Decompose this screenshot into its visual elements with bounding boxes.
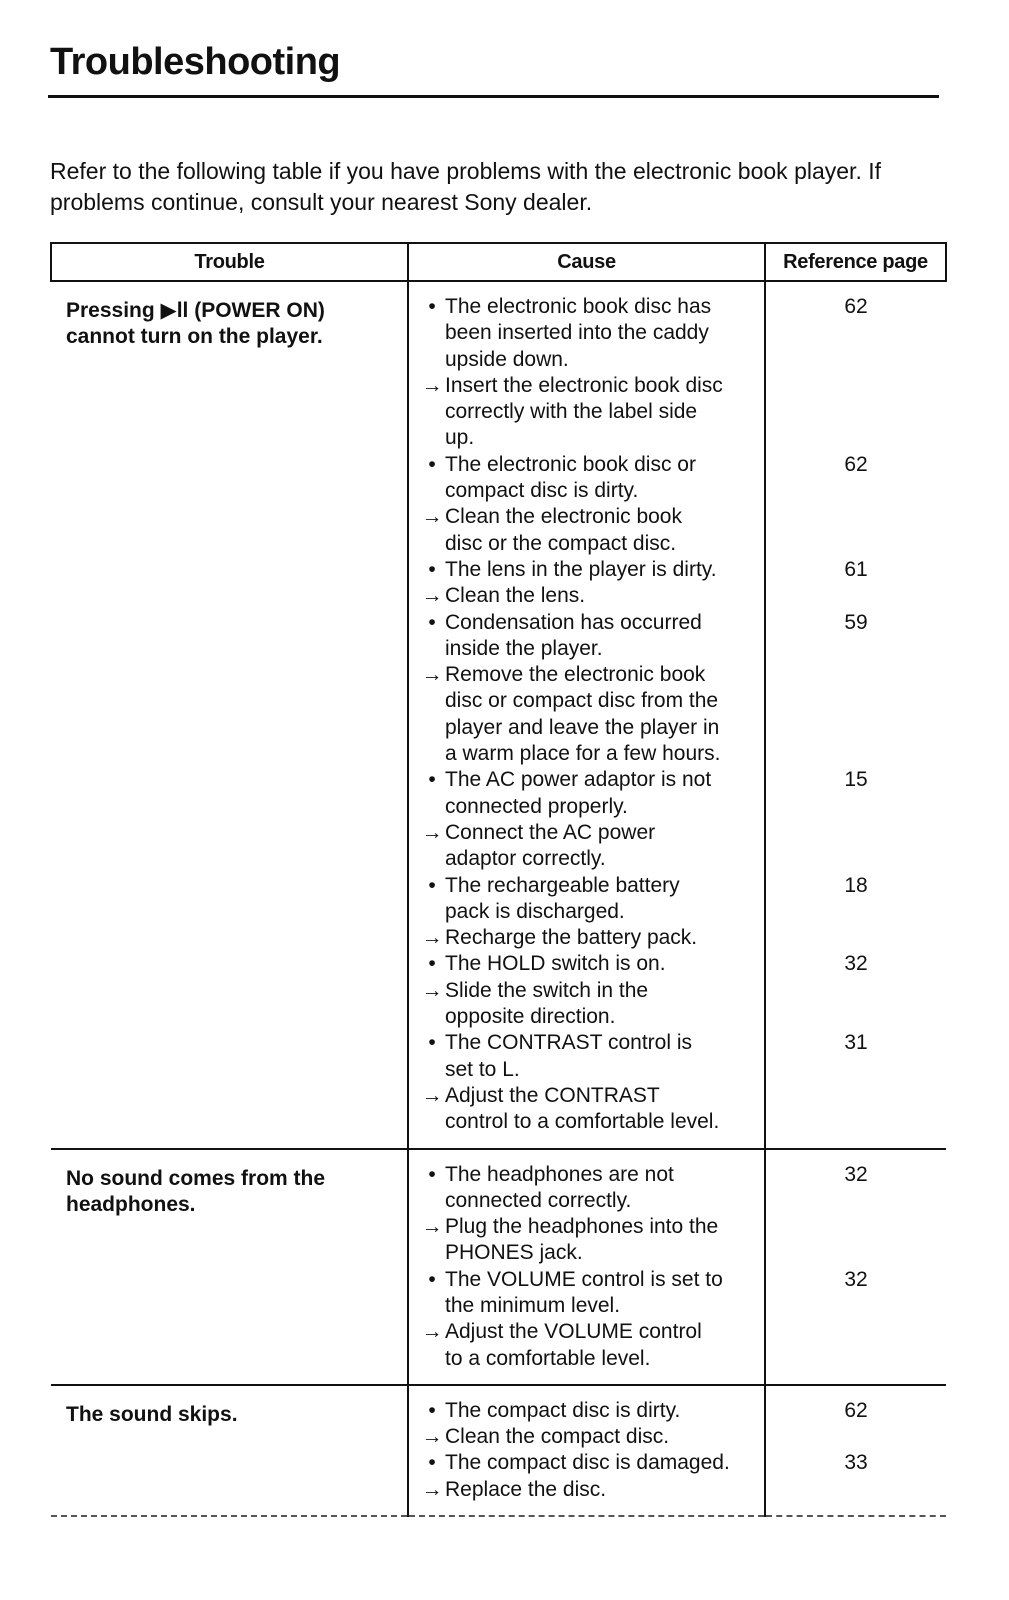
cause-line <box>419 873 758 899</box>
remedy-line <box>419 1477 758 1503</box>
arrow-right-icon: → <box>421 1083 443 1107</box>
remedy-line <box>419 741 758 767</box>
remedy-text: Adjust the VOLUME control <box>445 1320 702 1344</box>
remedy-line <box>419 1240 758 1266</box>
indent-spacer <box>419 425 445 451</box>
remedy-text: Remove the electronic book <box>445 663 706 687</box>
cause-line <box>419 1293 758 1319</box>
remedy-text: control to a comfortable level. <box>445 1110 720 1134</box>
reference-spacer <box>766 1346 946 1372</box>
remedy-line <box>419 399 758 425</box>
remedy-text: Insert the electronic book disc <box>445 373 723 397</box>
remedy-text: correctly with the label side <box>445 400 698 424</box>
remedy-text: a warm place for a few hours. <box>445 742 721 766</box>
remedy-line <box>419 1083 758 1109</box>
cause-text: compact disc is dirty. <box>445 479 639 503</box>
remedy-line <box>419 504 758 530</box>
cause-line <box>419 1030 758 1056</box>
indent-spacer <box>419 1240 445 1266</box>
cause-text: The rechargeable battery <box>445 873 680 897</box>
cause-text: The HOLD switch is on. <box>445 952 666 976</box>
remedy-line <box>419 1319 758 1345</box>
table-body <box>51 281 946 1516</box>
remedy-line <box>419 1424 758 1450</box>
cause-text: connected properly. <box>445 794 628 818</box>
remedy-text: up. <box>445 426 475 450</box>
remedy-line <box>419 925 758 951</box>
cause-line <box>419 1267 758 1293</box>
arrow-right-icon: → <box>421 926 443 950</box>
remedy-line <box>419 820 758 846</box>
arrow-right-icon: → <box>421 505 443 529</box>
reference-spacer <box>766 1214 946 1240</box>
remedy-text: Plug the headphones into the <box>445 1215 719 1239</box>
indent-spacer <box>419 347 445 373</box>
reference-spacer <box>766 1319 946 1345</box>
cause-line <box>419 767 758 793</box>
reference-page-number: 31 <box>844 1031 868 1055</box>
cause-line <box>419 610 758 636</box>
arrow-right-icon: → <box>421 978 443 1002</box>
remedy-line <box>419 846 758 872</box>
indent-spacer <box>419 1293 445 1319</box>
reference-spacer <box>766 741 946 767</box>
bullet-icon: • <box>428 1267 436 1291</box>
remedy-text: adaptor correctly. <box>445 847 606 871</box>
cause-text: pack is discharged. <box>445 899 625 923</box>
trouble-cell <box>51 281 408 1149</box>
cause-line <box>419 452 758 478</box>
reference-page-number: 32 <box>844 1162 868 1186</box>
cause-line <box>419 1188 758 1214</box>
cause-cell <box>408 1385 765 1516</box>
cause-text: The electronic book disc or <box>445 452 696 476</box>
cause-text: the minimum level. <box>445 1293 621 1317</box>
reference-page-number: 62 <box>844 452 868 476</box>
remedy-line <box>419 531 758 557</box>
trouble-text: The sound skips. <box>66 1402 238 1426</box>
reference-spacer <box>766 636 946 662</box>
cause-text: been inserted into the caddy <box>445 321 709 345</box>
reference-page-number: 32 <box>844 952 868 976</box>
reference-spacer <box>766 1083 946 1109</box>
bullet-icon: • <box>428 1451 436 1475</box>
cause-line <box>419 899 758 925</box>
bullet-icon: • <box>428 952 436 976</box>
reference-page-number: 33 <box>844 1451 868 1475</box>
indent-spacer <box>419 1004 445 1030</box>
cause-text: The lens in the player is dirty. <box>445 557 717 581</box>
reference-spacer <box>766 715 946 741</box>
reference-spacer <box>766 478 946 504</box>
indent-spacer <box>419 399 445 425</box>
arrow-right-icon: → <box>421 1425 443 1449</box>
reference-spacer <box>766 794 946 820</box>
remedy-line <box>419 978 758 1004</box>
cause-line <box>419 1398 758 1424</box>
remedy-line <box>419 688 758 714</box>
reference-page-number: 15 <box>844 768 868 792</box>
reference-spacer <box>766 320 946 346</box>
bullet-icon: • <box>428 557 436 581</box>
reference-spacer <box>766 978 946 1004</box>
remedy-text: Slide the switch in the <box>445 978 649 1002</box>
arrow-right-icon: → <box>421 1477 443 1501</box>
trouble-text: No sound comes from the headphones. <box>66 1166 326 1216</box>
cause-cell <box>408 1149 765 1385</box>
remedy-text: Clean the compact disc. <box>445 1425 670 1449</box>
reference-spacer <box>766 1240 946 1266</box>
arrow-right-icon: → <box>421 1320 443 1344</box>
remedy-text: Replace the disc. <box>445 1477 607 1501</box>
remedy-text: opposite direction. <box>445 1005 616 1029</box>
arrow-right-icon: → <box>421 820 443 844</box>
reference-spacer <box>766 820 946 846</box>
title-rule <box>48 95 939 98</box>
reference-cell <box>765 1385 946 1516</box>
remedy-text: disc or compact disc from the <box>445 689 719 713</box>
header-cause: Cause <box>408 243 765 281</box>
cause-cell <box>408 281 765 1149</box>
trouble-text: Pressing ▶ll (POWER ON) cannot turn on the player. <box>66 299 325 349</box>
remedy-line <box>419 583 758 609</box>
indent-spacer <box>419 320 445 346</box>
reference-spacer <box>766 425 946 451</box>
indent-spacer <box>419 1346 445 1372</box>
remedy-text: to a comfortable level. <box>445 1346 651 1370</box>
bullet-icon: • <box>428 452 436 476</box>
header-reference-page: Reference page <box>765 243 946 281</box>
cause-text: The VOLUME control is set to <box>445 1267 723 1291</box>
indent-spacer <box>419 1188 445 1214</box>
bullet-icon: • <box>428 873 436 897</box>
indent-spacer <box>419 1057 445 1083</box>
reference-page-number: 18 <box>844 873 868 897</box>
remedy-text: Clean the electronic book <box>445 505 682 529</box>
cause-line <box>419 294 758 320</box>
bullet-icon: • <box>428 768 436 792</box>
cause-line <box>419 636 758 662</box>
reference-spacer <box>766 846 946 872</box>
remedy-line <box>419 425 758 451</box>
remedy-text: player and leave the player in <box>445 715 720 739</box>
page-title: Troubleshooting <box>50 41 341 83</box>
trouble-cell <box>51 1385 408 1516</box>
indent-spacer <box>419 741 445 767</box>
reference-spacer <box>766 1477 946 1503</box>
cause-line <box>419 951 758 977</box>
reference-cell <box>765 281 946 1149</box>
reference-spacer <box>766 662 946 688</box>
cause-line <box>419 1057 758 1083</box>
reference-spacer <box>766 399 946 425</box>
remedy-text: Adjust the CONTRAST <box>445 1083 660 1107</box>
indent-spacer <box>419 846 445 872</box>
indent-spacer <box>419 478 445 504</box>
indent-spacer <box>419 899 445 925</box>
remedy-text: Clean the lens. <box>445 584 586 608</box>
arrow-right-icon: → <box>421 373 443 397</box>
indent-spacer <box>419 1109 445 1135</box>
reference-spacer <box>766 688 946 714</box>
remedy-text: disc or the compact disc. <box>445 531 677 555</box>
cause-line <box>419 1162 758 1188</box>
bullet-icon: • <box>428 610 436 634</box>
cause-line <box>419 320 758 346</box>
cause-text: connected correctly. <box>445 1188 632 1212</box>
remedy-line <box>419 1214 758 1240</box>
reference-spacer <box>766 504 946 530</box>
reference-spacer <box>766 1057 946 1083</box>
remedy-line <box>419 1346 758 1372</box>
cause-text: The AC power adaptor is not <box>445 768 712 792</box>
bullet-icon: • <box>428 295 436 318</box>
cause-line <box>419 478 758 504</box>
indent-spacer <box>419 794 445 820</box>
reference-spacer <box>766 899 946 925</box>
reference-spacer <box>766 583 946 609</box>
reference-spacer <box>766 347 946 373</box>
remedy-line <box>419 662 758 688</box>
reference-spacer <box>766 925 946 951</box>
trouble-cell <box>51 1149 408 1385</box>
remedy-text: PHONES jack. <box>445 1241 583 1265</box>
cause-text: The headphones are not <box>445 1162 674 1186</box>
indent-spacer <box>419 636 445 662</box>
reference-spacer <box>766 1004 946 1030</box>
indent-spacer <box>419 531 445 557</box>
reference-page-number: 62 <box>844 1398 868 1422</box>
cause-text: upside down. <box>445 347 569 371</box>
cause-line <box>419 347 758 373</box>
bullet-icon: • <box>428 1031 436 1055</box>
remedy-line <box>419 1004 758 1030</box>
cause-text: The electronic book disc has <box>445 295 712 318</box>
reference-page-number: 62 <box>844 295 868 318</box>
cause-text: inside the player. <box>445 636 603 660</box>
cause-line <box>419 1450 758 1476</box>
reference-spacer <box>766 1293 946 1319</box>
arrow-right-icon: → <box>421 584 443 608</box>
intro-paragraph: Refer to the following table if you have problems with the electronic book player. If problems continue, consult your nearest Sony dealer. <box>50 158 882 215</box>
cause-text: set to L. <box>445 1057 520 1081</box>
arrow-right-icon: → <box>421 663 443 687</box>
remedy-line <box>419 1109 758 1135</box>
reference-page-number: 32 <box>844 1267 868 1291</box>
table-row <box>51 1149 946 1385</box>
table-row <box>51 281 946 1149</box>
cause-line <box>419 557 758 583</box>
table-row <box>51 1385 946 1516</box>
cause-text: The compact disc is dirty. <box>445 1398 681 1422</box>
troubleshooting-table <box>50 242 947 1517</box>
remedy-line <box>419 373 758 399</box>
reference-spacer <box>766 1424 946 1450</box>
cause-text: The compact disc is damaged. <box>445 1451 730 1475</box>
reference-spacer <box>766 531 946 557</box>
cause-line <box>419 794 758 820</box>
remedy-text: Connect the AC power <box>445 820 656 844</box>
reference-page-number: 61 <box>844 557 868 581</box>
reference-cell <box>765 1149 946 1385</box>
header-trouble: Trouble <box>51 243 408 281</box>
cause-text: Condensation has occurred <box>445 610 702 634</box>
cause-text: The CONTRAST control is <box>445 1031 693 1055</box>
bullet-icon: • <box>428 1162 436 1186</box>
reference-spacer <box>766 373 946 399</box>
arrow-right-icon: → <box>421 1215 443 1239</box>
indent-spacer <box>419 688 445 714</box>
reference-spacer <box>766 1109 946 1135</box>
remedy-text: Recharge the battery pack. <box>445 926 698 950</box>
bullet-icon: • <box>428 1398 436 1422</box>
remedy-line <box>419 715 758 741</box>
indent-spacer <box>419 715 445 741</box>
table-header-row <box>51 243 946 281</box>
reference-page-number: 59 <box>844 610 868 634</box>
reference-spacer <box>766 1188 946 1214</box>
